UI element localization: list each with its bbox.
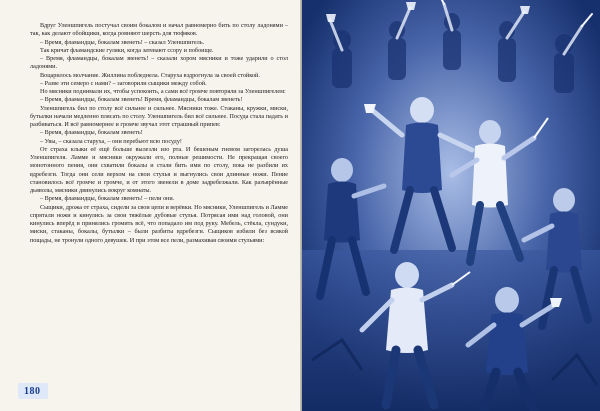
illustration — [302, 0, 600, 411]
paragraph: Уленшпигель бил по столу всё сильнее и сильнее. Мясники тоже. Стаканы, кружки, миски, бутылки начали медленно плясать по столу. Уленшпигель бил всё сильнее. Посуда стала падать и разбиваться. И всё равномернее и громче звучал этот страшный припев: — [30, 104, 288, 128]
paragraph: От страха клыки её ещё больше вылезли изо рта. И бешеным гневом загорелась душа Уленшпигеля. Ламме и мясники окружали его, полные решимости. Не прекращая своего монотонного пения, они схватили бокалы и стали бить ими по столу, пока не разбили их вдребезги. Тогда они сели верхом на свои стулья и выгнулись свои длинные ножи. Пение становилось всё громче и громче, и от этого звенели в доме задребезжали. Как разъярённые дьяволы, мясники двинулись вокруг комнаты. — [30, 145, 288, 194]
paragraph: Воцарилось молчание. Жиллина побледнела. Старуха вздрогнула за своей стойкой. — [40, 71, 260, 79]
paragraph: Сыщики, дрожа от страха, сидели за свои цепи и верёвки. Но мясники, Уленшпигель и Ламме спрятали ножи и кинулись за свои тяжёлые дубовые стулья. Потрясая ими над головой, они кинулись вперёд и принялись громить всё, что попадало им под руку. Мебель, стёкла, сундуки, миски, стаканы, бокалы, бутылки – были разбиты вдребезги. Сыщиков избили без всякой пощады, не тронули одного девушек. И при этом все пели, размахивая своими стульями: — [30, 203, 289, 244]
paragraph: Вдруг Уленшпигель постучал своим бокалом и начал равномерно бить по столу ладонями – так, как делают обойщики, когда ровняют шерсть для тюфяков. — [30, 22, 288, 38]
paragraph: – Время, фламандцы, бокалам звенеть! – пели они. — [40, 195, 175, 203]
paragraph: – Увы, – сказала старуха, – они перебьют всю посуду! — [40, 137, 182, 145]
paragraph: Но мясники поднимали их, чтобы успокоить, а сами всё громче повторяли за Уленшпигелем: — [40, 88, 286, 95]
right-page — [302, 0, 600, 411]
paragraph: Так кричат фламандские гуляки, когда затевают ссору и побоище. — [40, 46, 214, 54]
page-number: 180 — [24, 386, 41, 397]
paragraph: – Разве эти семеро с нами? – заговорили сыщики между собой. — [40, 79, 207, 87]
paragraph: – Время, фламандцы, бокалам звенеть! — [40, 129, 143, 137]
paragraph: – Время, фламандцы, бокалам звенеть! – сказал Уленшпигель. — [40, 38, 205, 46]
paragraph: – Время, фламандцы, бокалам звенеть! – сказали хором мясники и тоже ударили о стол ладонями. — [30, 55, 288, 71]
paragraph: – Время, фламандцы, бокалам звенеть! Время, фламандцы, бокалам звенеть! — [40, 96, 243, 104]
text-block — [30, 22, 288, 245]
